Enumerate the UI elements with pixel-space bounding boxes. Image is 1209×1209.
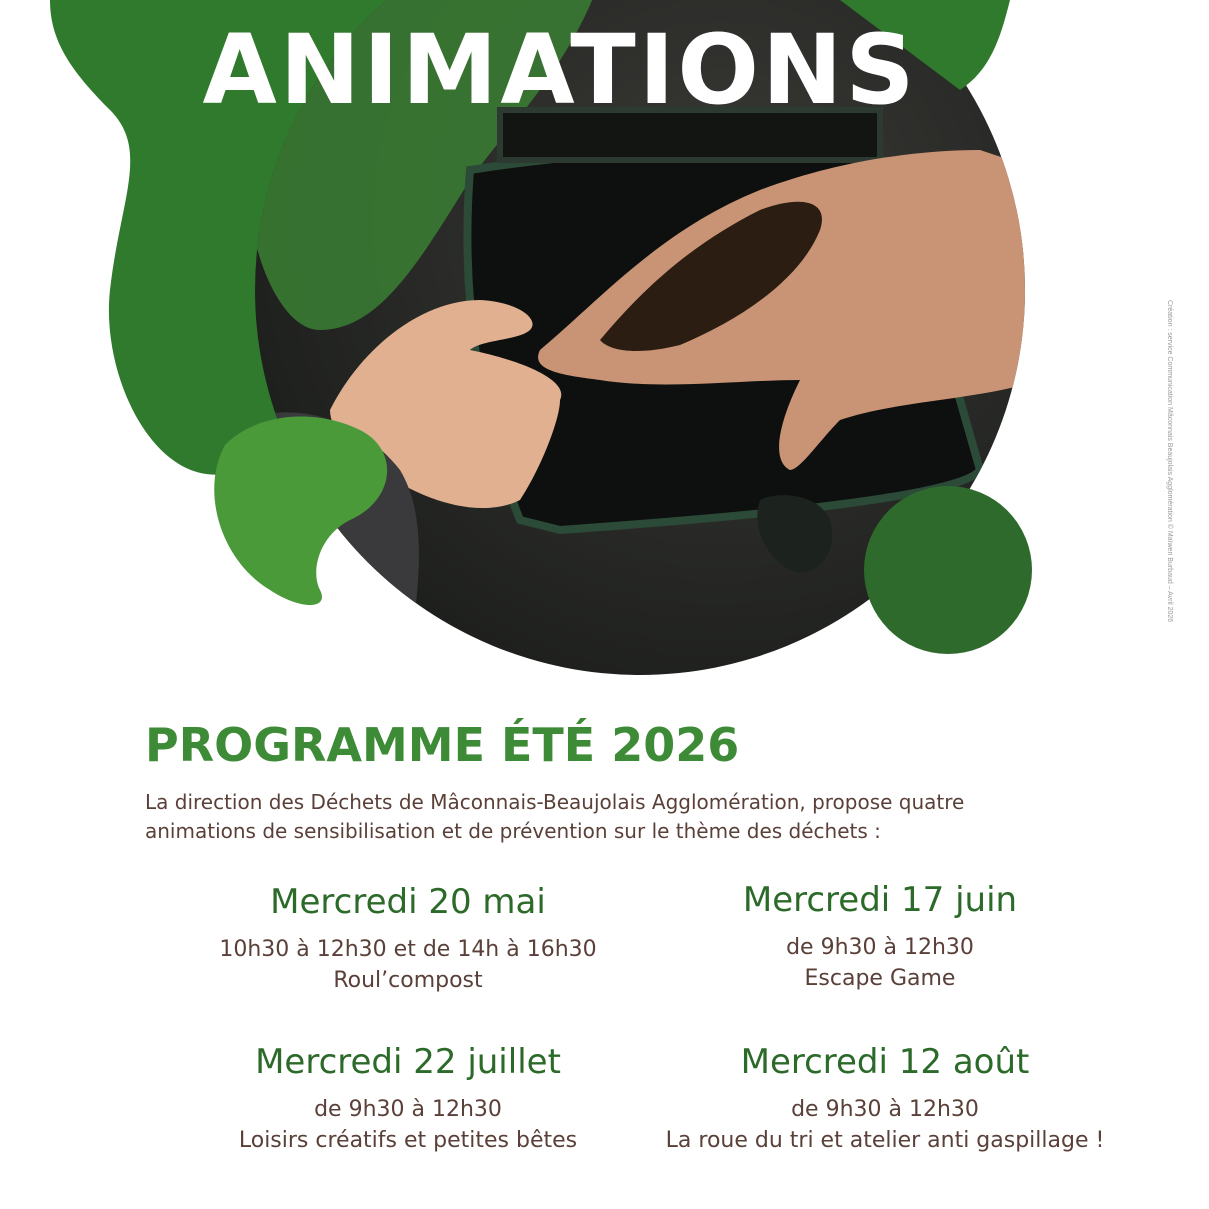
event-time: de 9h30 à 12h30 — [791, 1097, 979, 1122]
poster-title: ANIMATIONS — [202, 14, 918, 126]
intro-line-1: La direction des Déchets de Mâconnais-Beaujolais Agglomération, propose quatre — [145, 790, 965, 814]
event-block — [625, 1040, 1145, 1156]
event-date: Mercredi 20 mai — [270, 882, 546, 922]
event-time: 10h30 à 12h30 et de 14h à 16h30 — [219, 937, 597, 962]
event-block — [620, 878, 1140, 994]
event-date: Mercredi 22 juillet — [255, 1042, 561, 1082]
event-block — [148, 1040, 668, 1156]
photo-credit: Création : service Communication Mâconnais Beaujolais Agglomération © Maïwen Burbaud – Avril 2026 — [1166, 300, 1173, 623]
event-activity: La roue du tri et atelier anti gaspillage ! — [665, 1128, 1105, 1153]
event-activity: Roul’compost — [333, 968, 483, 993]
intro-line-2: animations de sensibilisation et de prévention sur le thème des déchets : — [145, 819, 881, 843]
intro-text — [145, 788, 1085, 846]
event-time: de 9h30 à 12h30 — [314, 1097, 502, 1122]
event-block — [148, 880, 668, 996]
green-blob-small — [214, 416, 387, 605]
green-circle — [864, 486, 1032, 654]
event-activity: Escape Game — [804, 966, 956, 991]
event-date: Mercredi 12 août — [740, 1042, 1030, 1082]
event-activity: Loisirs créatifs et petites bêtes — [238, 1128, 578, 1153]
program-heading: PROGRAMME ÉTÉ 2026 — [145, 718, 740, 772]
event-time: de 9h30 à 12h30 — [786, 935, 974, 960]
event-date: Mercredi 17 juin — [742, 880, 1018, 920]
